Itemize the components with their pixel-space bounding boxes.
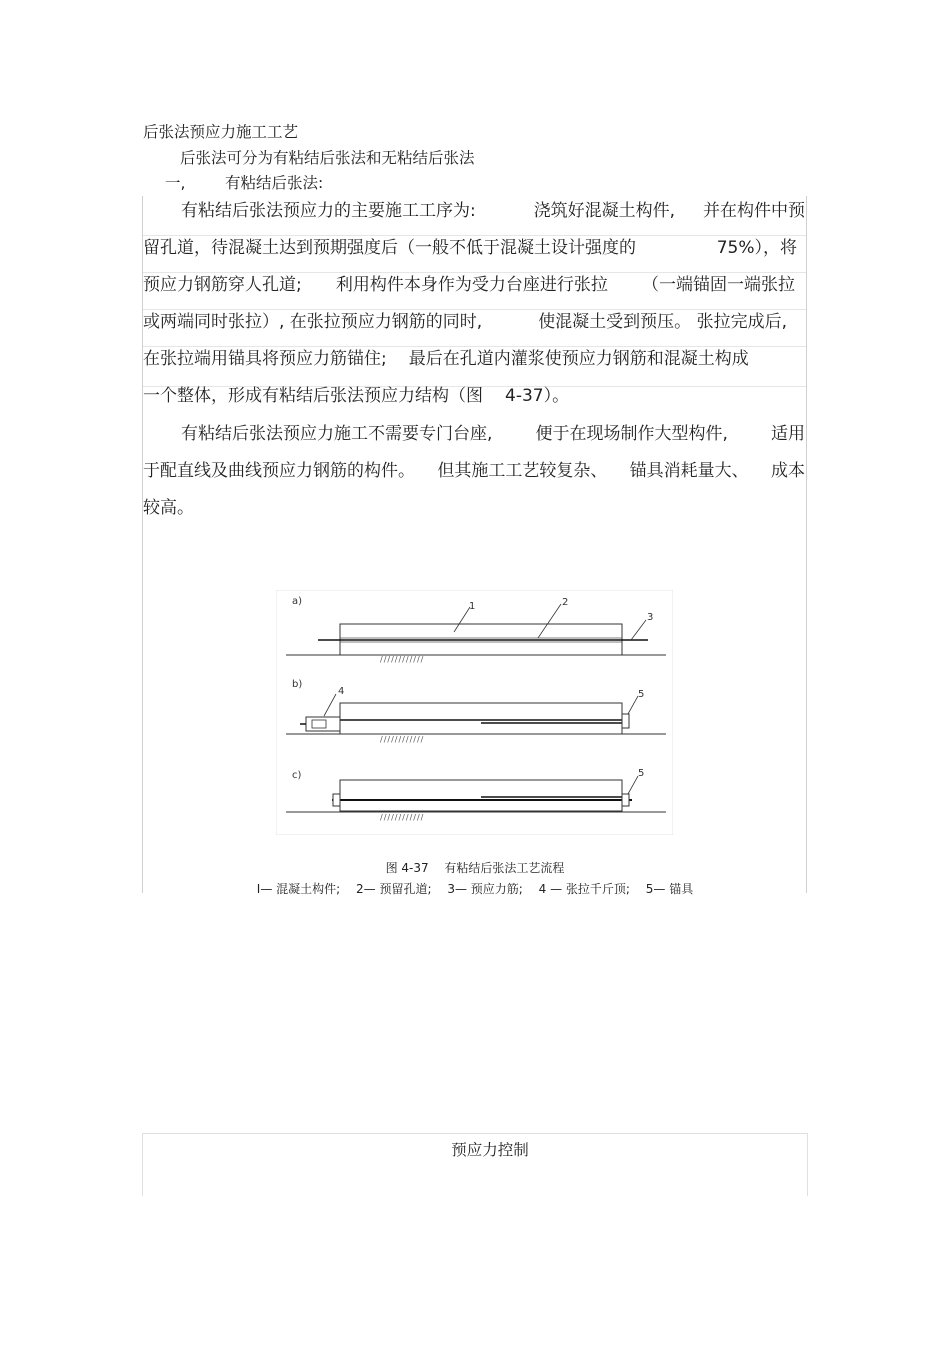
text-seg: 浇筑好混凝土构件, bbox=[533, 201, 676, 221]
para-line bbox=[143, 267, 805, 304]
text-seg: 适用 bbox=[771, 424, 805, 444]
label-5: 5 bbox=[638, 768, 645, 779]
text-seg: 便于在现场制作大型构件, bbox=[535, 424, 728, 444]
para-line bbox=[143, 490, 805, 527]
anchor bbox=[622, 794, 629, 806]
text-seg: 最后在孔道内灌浆使预应力钢筋和混凝土构成 bbox=[408, 349, 749, 369]
para-line bbox=[143, 230, 805, 267]
text-seg: 利用构件本身作为受力台座进行张拉 bbox=[335, 275, 608, 295]
anchor bbox=[333, 794, 340, 806]
text-seg: 一个整体，形成有粘结后张法预应力结构（图 bbox=[143, 386, 483, 406]
para-line bbox=[143, 453, 805, 490]
anchor bbox=[622, 714, 629, 728]
text-seg: 锚具消耗量大、 bbox=[629, 461, 749, 481]
intro-line: 后张法可分为有粘结后张法和无粘结后张法 bbox=[180, 149, 475, 167]
label-4: 4 bbox=[338, 686, 345, 697]
text-seg: 并在构件中预 bbox=[702, 201, 805, 221]
text-seg: 有粘结后张法预应力施工不需要专门台座, bbox=[181, 424, 493, 444]
figure-legend: I— 混凝土构件; 2— 预留孔道; 3— 预应力筋; 4 — 张拉千斤顶; 5— 锚具 bbox=[256, 882, 694, 896]
text-seg: 有粘结后张法预应力的主要施工工序为: bbox=[181, 201, 476, 221]
text-seg: （一端锚固一端张拉 bbox=[641, 275, 795, 295]
text-seg: 于配直线及曲线预应力钢筋的构件。 bbox=[143, 461, 415, 481]
para-line bbox=[143, 378, 805, 415]
text-seg: 成本 bbox=[770, 461, 805, 481]
label-1: 1 bbox=[469, 601, 476, 612]
label-2: 2 bbox=[562, 597, 569, 608]
section-2-box bbox=[142, 1133, 808, 1196]
panel-a-label: a) bbox=[292, 596, 303, 607]
text-seg: 但其施工工艺较复杂、 bbox=[437, 461, 608, 481]
paragraph-2 bbox=[143, 416, 805, 527]
process-diagram bbox=[276, 590, 673, 835]
text-seg: 较高。 bbox=[143, 498, 194, 518]
frame-right bbox=[806, 196, 807, 893]
page-title: 后张法预应力施工工艺 bbox=[143, 123, 299, 141]
label-3: 3 bbox=[647, 612, 654, 623]
concrete-member bbox=[340, 703, 622, 734]
paragraph-1 bbox=[143, 193, 805, 415]
text-seg: 4-37）。 bbox=[505, 386, 570, 406]
concrete-member bbox=[340, 780, 622, 811]
section-2-title: 预应力控制 bbox=[451, 1141, 529, 1159]
panel-b-label: b) bbox=[292, 679, 303, 690]
text-seg: 75%），将 bbox=[716, 238, 797, 258]
panel-c-label: c) bbox=[292, 770, 302, 781]
text-seg: 或两端同时张拉）, 在张拉预应力钢筋的同时, bbox=[143, 312, 483, 332]
para-line bbox=[143, 416, 805, 453]
para-line bbox=[143, 304, 805, 341]
figure-caption: 图 4-37 有粘结后张法工艺流程 bbox=[385, 861, 565, 875]
figure-4-37 bbox=[276, 590, 673, 835]
label-5: 5 bbox=[638, 689, 645, 700]
text-seg: 预应力钢筋穿人孔道; bbox=[143, 275, 302, 295]
text-seg: 在张拉端用锚具将预应力筋锚住; bbox=[143, 349, 387, 369]
section-number: 一, bbox=[165, 174, 186, 192]
svg-text:////////////: //////////// bbox=[380, 813, 425, 822]
text-seg: 留孔道，待混凝土达到预期强度后（一般不低于混凝土设计强度的 bbox=[143, 238, 636, 258]
para-line bbox=[143, 193, 805, 230]
section-heading: 有粘结后张法: bbox=[225, 174, 324, 192]
para-line bbox=[143, 341, 805, 378]
svg-text:////////////: //////////// bbox=[380, 655, 425, 664]
svg-text:////////////: //////////// bbox=[380, 735, 425, 744]
text-seg: 使混凝土受到预压。 张拉完成后, bbox=[538, 312, 787, 332]
